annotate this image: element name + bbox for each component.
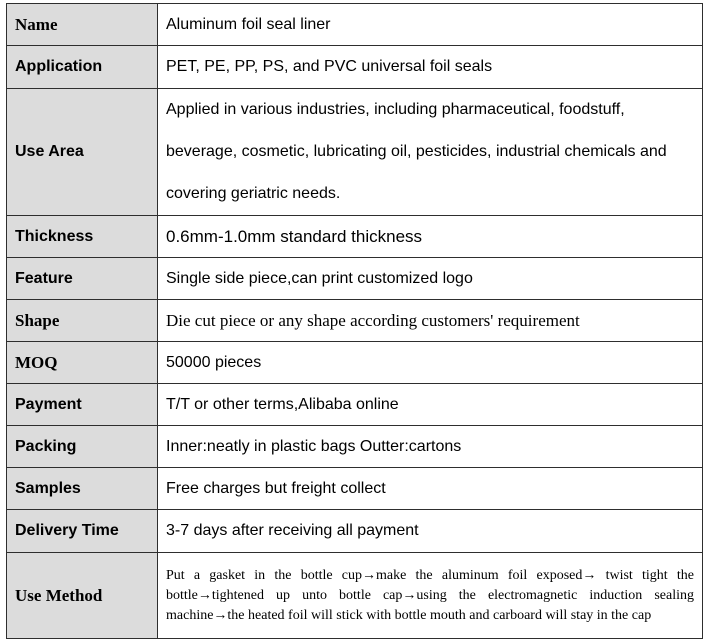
row-label-name: Name bbox=[7, 4, 158, 46]
row-label-payment: Payment bbox=[7, 384, 158, 426]
row-label-thickness: Thickness bbox=[7, 216, 158, 258]
row-label-use-method: Use Method bbox=[7, 553, 158, 639]
table-row bbox=[7, 4, 703, 46]
row-label-samples: Samples bbox=[7, 468, 158, 510]
row-value-shape: Die cut piece or any shape according customers' requirement bbox=[158, 300, 703, 342]
row-value-application: PET, PE, PP, PS, and PVC universal foil seals bbox=[158, 46, 703, 89]
product-spec-table bbox=[6, 3, 703, 639]
table-row bbox=[7, 553, 703, 639]
row-value-name: Aluminum foil seal liner bbox=[158, 4, 703, 46]
row-value-use-method: Put a gasket in the bottle cup→make the aluminum foil exposed→ twist tight the bottle→tightened up unto bottle cap→using the electromagnetic induction sealing machine→the heated foil will stick with bottle mouth and carboard will stay in the cap bbox=[158, 553, 703, 639]
row-label-use-area: Use Area bbox=[7, 89, 158, 216]
table-row bbox=[7, 300, 703, 342]
row-value-payment: T/T or other terms,Alibaba online bbox=[158, 384, 703, 426]
row-label-delivery-time: Delivery Time bbox=[7, 510, 158, 553]
row-label-application: Application bbox=[7, 46, 158, 89]
row-value-delivery-time: 3-7 days after receiving all payment bbox=[158, 510, 703, 553]
row-label-packing: Packing bbox=[7, 426, 158, 468]
row-value-packing: Inner:neatly in plastic bags Outter:cartons bbox=[158, 426, 703, 468]
table-row bbox=[7, 342, 703, 384]
table-row bbox=[7, 384, 703, 426]
row-value-thickness: 0.6mm-1.0mm standard thickness bbox=[158, 216, 703, 258]
row-label-shape: Shape bbox=[7, 300, 158, 342]
row-value-samples: Free charges but freight collect bbox=[158, 468, 703, 510]
table-row bbox=[7, 426, 703, 468]
table-row bbox=[7, 468, 703, 510]
row-value-feature: Single side piece,can print customized logo bbox=[158, 258, 703, 300]
table-row bbox=[7, 46, 703, 89]
table-row bbox=[7, 510, 703, 553]
table-row bbox=[7, 89, 703, 216]
table-row bbox=[7, 258, 703, 300]
row-label-feature: Feature bbox=[7, 258, 158, 300]
row-label-moq: MOQ bbox=[7, 342, 158, 384]
row-value-use-area: Applied in various industries, including pharmaceutical, foodstuff, beverage, cosmetic, lubricating oil, pesticides, industrial chemicals and covering geriatric needs. bbox=[158, 89, 703, 216]
table-row bbox=[7, 216, 703, 258]
row-value-moq: 50000 pieces bbox=[158, 342, 703, 384]
